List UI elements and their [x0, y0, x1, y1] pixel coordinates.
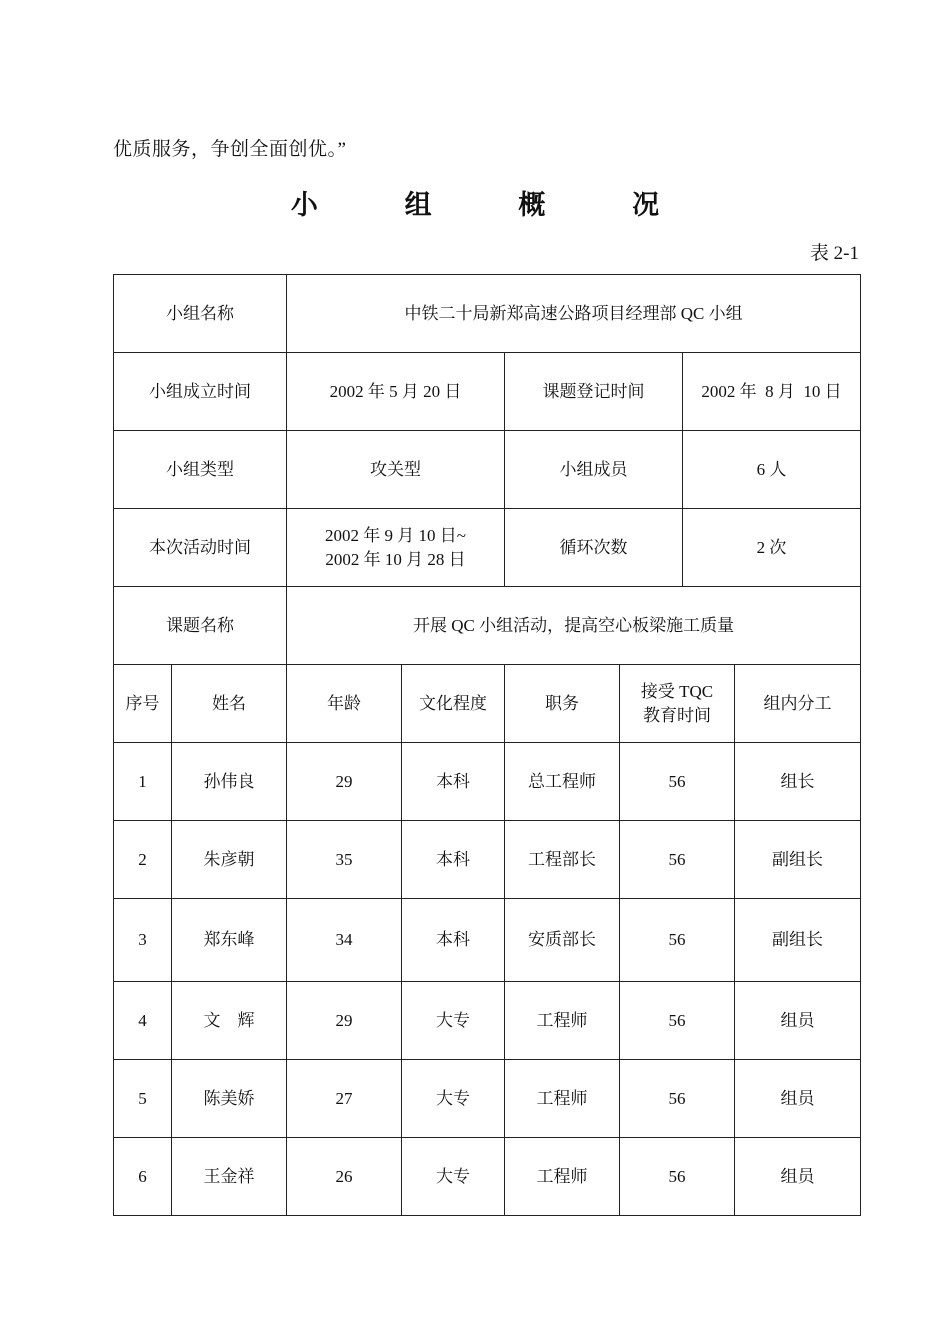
- header-edu: 文化程度: [402, 665, 505, 743]
- member-role: 副组长: [735, 821, 861, 899]
- member-edu: 大专: [402, 1138, 505, 1216]
- member-position: 工程师: [505, 1060, 620, 1138]
- header-no: 序号: [114, 665, 172, 743]
- cycles-label: 循环次数: [505, 509, 683, 587]
- topic-row: [114, 587, 861, 665]
- member-position: 安质部长: [505, 899, 620, 982]
- member-edu: 大专: [402, 1060, 505, 1138]
- member-tqc: 56: [620, 982, 735, 1060]
- member-no: 4: [114, 982, 172, 1060]
- members-label: 小组成员: [505, 431, 683, 509]
- activity-value: [287, 509, 505, 587]
- member-role: 组员: [735, 982, 861, 1060]
- member-name: 王金祥: [172, 1138, 287, 1216]
- table-row: [114, 821, 861, 899]
- member-name: 郑东峰: [172, 899, 287, 982]
- type-label: 小组类型: [114, 431, 287, 509]
- member-name: 陈美娇: [172, 1060, 287, 1138]
- group-name-row: [114, 275, 861, 353]
- member-role: 副组长: [735, 899, 861, 982]
- header-tqc: [620, 665, 735, 743]
- registered-value: 2002 年 8 月 10 日: [683, 353, 861, 431]
- page-title: 小 组 概 况: [290, 190, 700, 220]
- table-row: [114, 899, 861, 982]
- activity-end: 2002 年 10 月 28 日: [325, 549, 466, 569]
- lead-text: 优质服务，争创全面创优。”: [113, 139, 347, 160]
- member-age: 35: [287, 821, 402, 899]
- member-no: 6: [114, 1138, 172, 1216]
- member-no: 5: [114, 1060, 172, 1138]
- header-age: 年龄: [287, 665, 402, 743]
- member-position: 工程师: [505, 1138, 620, 1216]
- member-age: 29: [287, 743, 402, 821]
- member-no: 2: [114, 821, 172, 899]
- member-age: 26: [287, 1138, 402, 1216]
- member-position: 工程部长: [505, 821, 620, 899]
- member-role: 组员: [735, 1138, 861, 1216]
- member-edu: 本科: [402, 743, 505, 821]
- member-tqc: 56: [620, 1138, 735, 1216]
- member-name: 朱彦朝: [172, 821, 287, 899]
- group-overview-table: [113, 274, 861, 1216]
- member-name: 孙伟良: [172, 743, 287, 821]
- table-row: [114, 743, 861, 821]
- member-tqc: 56: [620, 1060, 735, 1138]
- member-age: 34: [287, 899, 402, 982]
- member-position: 工程师: [505, 982, 620, 1060]
- activity-row: [114, 509, 861, 587]
- member-name: 文 辉: [172, 982, 287, 1060]
- topic-value: 开展 QC 小组活动，提高空心板梁施工质量: [287, 587, 861, 665]
- header-name: 姓名: [172, 665, 287, 743]
- member-tqc: 56: [620, 743, 735, 821]
- member-role: 组员: [735, 1060, 861, 1138]
- activity-start: 2002 年 9 月 10 日~: [325, 525, 466, 545]
- table-number: 表 2-1: [809, 243, 859, 264]
- member-edu: 本科: [402, 899, 505, 982]
- member-no: 1: [114, 743, 172, 821]
- group-name-label: 小组名称: [114, 275, 287, 353]
- member-age: 29: [287, 982, 402, 1060]
- cycles-value: 2 次: [683, 509, 861, 587]
- member-age: 27: [287, 1060, 402, 1138]
- table-row: [114, 1060, 861, 1138]
- group-name-value: 中铁二十局新郑高速公路项目经理部 QC 小组: [287, 275, 861, 353]
- type-row: [114, 431, 861, 509]
- member-header-row: [114, 665, 861, 743]
- table-row: [114, 1138, 861, 1216]
- header-position: 职务: [505, 665, 620, 743]
- member-edu: 本科: [402, 821, 505, 899]
- founded-label: 小组成立时间: [114, 353, 287, 431]
- member-tqc: 56: [620, 899, 735, 982]
- header-tqc-line2: 教育时间: [643, 705, 711, 725]
- header-role: 组内分工: [735, 665, 861, 743]
- activity-label: 本次活动时间: [114, 509, 287, 587]
- founded-row: [114, 353, 861, 431]
- member-tqc: 56: [620, 821, 735, 899]
- members-value: 6 人: [683, 431, 861, 509]
- table-row: [114, 982, 861, 1060]
- member-no: 3: [114, 899, 172, 982]
- header-tqc-line1: 接受 TQC: [640, 681, 714, 701]
- type-value: 攻关型: [287, 431, 505, 509]
- member-position: 总工程师: [505, 743, 620, 821]
- member-edu: 大专: [402, 982, 505, 1060]
- founded-value: 2002 年 5 月 20 日: [287, 353, 505, 431]
- member-role: 组长: [735, 743, 861, 821]
- topic-label: 课题名称: [114, 587, 287, 665]
- registered-label: 课题登记时间: [505, 353, 683, 431]
